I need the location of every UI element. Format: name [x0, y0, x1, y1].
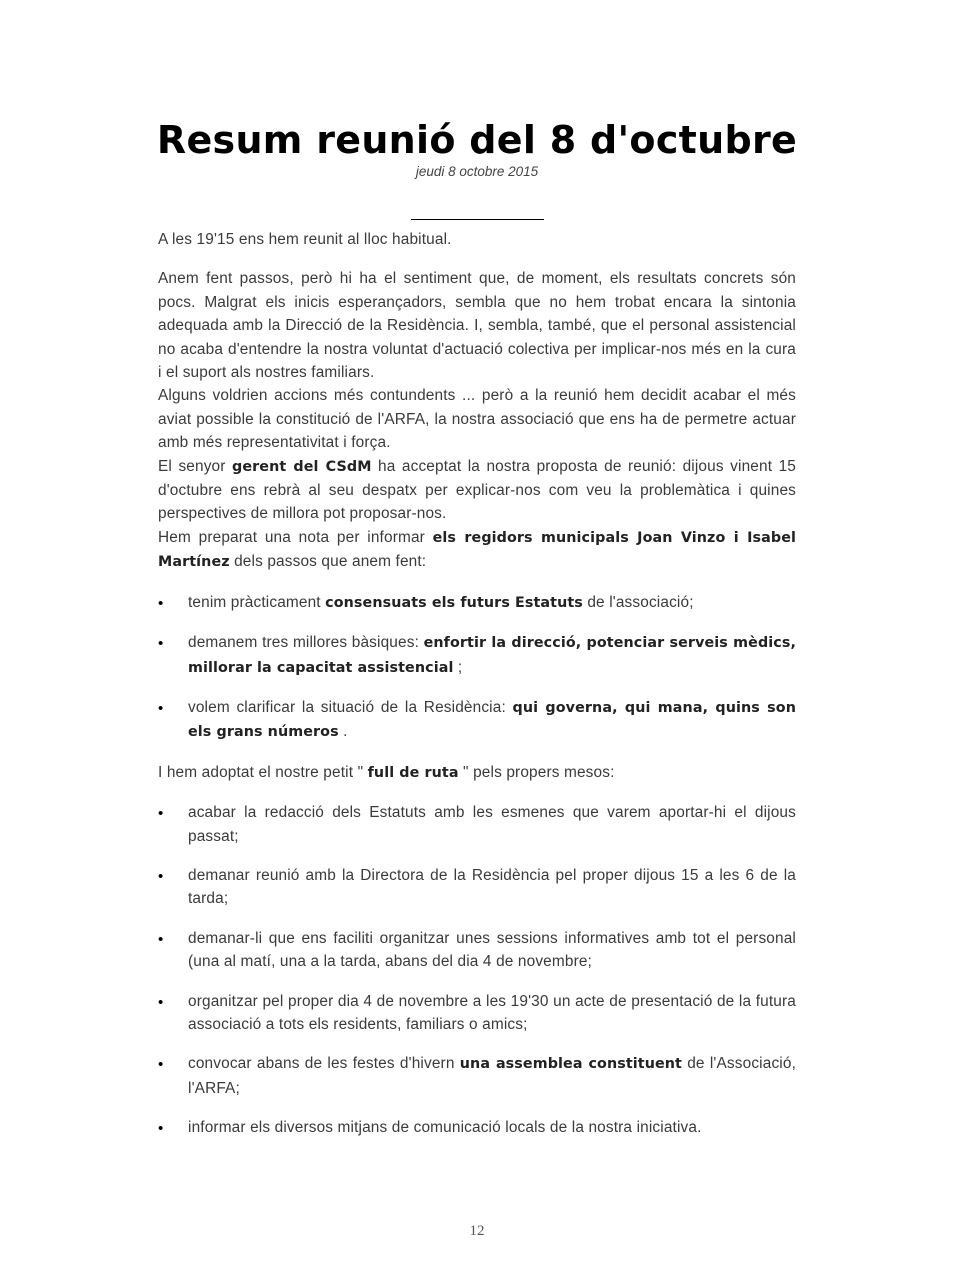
list-item-post: de l'Associació, l'ARFA;: [188, 1055, 797, 1097]
roadmap-list: [158, 801, 796, 1139]
paragraph-roadmap-bold: full de ruta: [367, 764, 459, 781]
paragraph-note-bold: els regidors municipals Joan Vinzo i Isabel Martínez: [158, 529, 796, 571]
document-body: [158, 228, 796, 1140]
list-item-pre: demanem tres millores bàsiques:: [188, 634, 424, 652]
paragraph-actions: Alguns voldrien accions més contundents ... però a la reunió hem decidit acabar el més aviat possible la constitució de l'ARFA, la nostra associació que ens ha de permetre actuar amb més representativitat i força.: [158, 387, 796, 452]
paragraph-roadmap-post: " pels propers mesos:: [458, 763, 615, 781]
list-item-bold: una assemblea constituent: [459, 1056, 682, 1073]
list-item: • acabar la redacció dels Estatuts amb les esmenes que varem aportar-hi el dijous passat;: [158, 801, 796, 848]
list-item-pre: volem clarificar la situació de la Residència:: [188, 698, 513, 716]
list-item: [158, 591, 796, 615]
list-item-bold: qui governa, qui mana, quins son els grans números: [188, 699, 796, 741]
list-item: [158, 631, 796, 680]
paragraph-sentiment: Anem fent passos, però hi ha el sentiment que, de moment, els resultats concrets són pocs. Malgrat els inicis esperançadors, sembla que no hem trobat encara la sintonia adequada amb la Direcció de la Residència. I, sembla, també, que el personal assistencial no acaba d'entendre la nostra voluntat d'actuació colectiva per implicar-nos més en la cura i el suport als nostres familiars.: [158, 270, 796, 382]
list-item: • demanar reunió amb la Directora de la Residència pel proper dijous 15 a les 6 de la tarda;: [158, 864, 796, 911]
list-item: • demanar-li que ens faciliti organitzar unes sessions informatives amb tot el personal (una al matí, una a la tarda, abans del dia 4 de novembre;: [158, 927, 796, 974]
paragraph-manager-bold: gerent del CSdM: [232, 458, 372, 475]
list-item: • informar els diversos mitjans de comunicació locals de la nostra iniciativa.: [158, 1116, 796, 1139]
paragraph-note-pre: Hem preparat una nota per informar: [158, 528, 433, 546]
page-number: 12: [469, 1223, 485, 1239]
paragraph-manager-post: ha acceptat la nostra proposta de reunió: dijous vinent 15 d'octubre ens rebrà al seu despatx per explicar-nos com veu la problemàtica i quines perspectives de millora pot proposar-nos.: [158, 457, 797, 523]
list-item-bold: enfortir la direcció, potenciar serveis mèdics, millorar la capacitat assistencial: [188, 635, 796, 676]
list-item-bold: consensuats els futurs Estatuts: [325, 594, 583, 611]
document-date: jeudi 8 octobre 2015: [415, 164, 539, 179]
note-points-list: [158, 591, 796, 745]
list-item-pre: convocar abans de les festes d'hivern: [188, 1055, 460, 1073]
list-item: [158, 696, 796, 745]
list-item-pre: tenim pràcticament: [188, 593, 326, 611]
list-item-post: .: [338, 723, 348, 741]
paragraph-note-post: dels passos que anem fent:: [229, 553, 427, 571]
list-item: • organitzar pel proper dia 4 de novembre a les 19'30 un acte de presentació de la futura associació a tots els residents, familiars o amics;: [158, 990, 796, 1037]
paragraph-intro: A les 19'15 ens hem reunit al lloc habitual.: [158, 231, 452, 248]
list-item-post: ;: [453, 658, 463, 676]
paragraph-roadmap-pre: I hem adoptat el nostre petit ": [158, 763, 368, 781]
paragraph-manager: [158, 455, 796, 526]
paragraph-note: [158, 526, 796, 575]
separator-rule: [411, 219, 544, 220]
document-title: Resum reunió del 8 d'octubre: [156, 118, 798, 162]
paragraph-manager-pre: El senyor: [158, 457, 232, 475]
list-item: [158, 1052, 796, 1100]
paragraph-roadmap: [158, 761, 796, 785]
list-item-post: de l'associació;: [582, 593, 694, 611]
